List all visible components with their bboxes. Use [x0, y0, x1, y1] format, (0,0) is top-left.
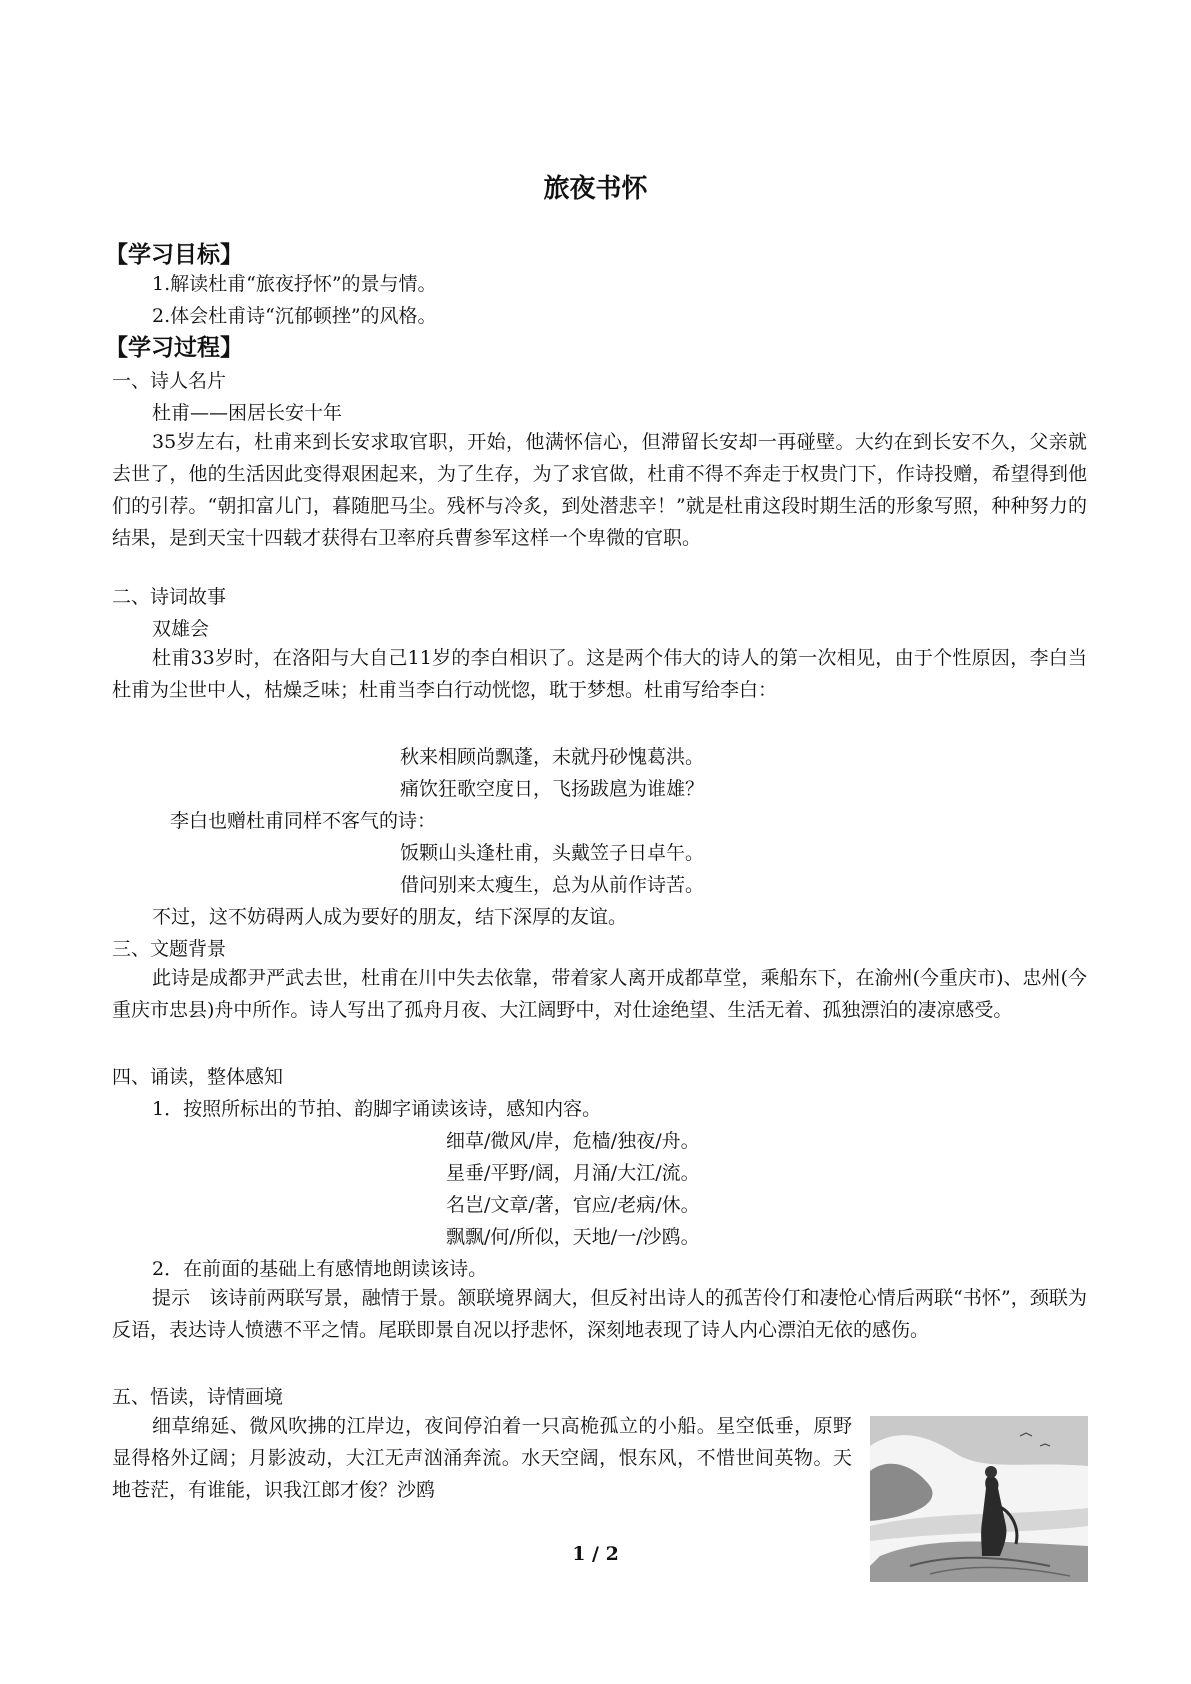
process-heading: 【学习过程】: [105, 335, 243, 361]
section-heading: 五、悟读，诗情画境: [112, 1386, 284, 1408]
goal-item: 2.体会杜甫诗“沉郁顿挫”的风格。: [152, 305, 437, 327]
poem-line: 饭颗山头逢杜甫，头戴笠子日卓午。: [400, 842, 705, 864]
section-paragraph: 杜甫33岁时，在洛阳与大自己11岁的李白相识了。这是两个伟大的诗人的第一次相见，由于个性原因，李白当杜甫为尘世中人，枯燥乏味；杜甫当李白行动恍惚，耽于梦想。杜甫写给李白：: [112, 647, 1087, 701]
task-line: 2．在前面的基础上有感情地朗读该诗。: [152, 1258, 488, 1280]
section-subtitle: 杜甫——困居长安十年: [152, 402, 343, 424]
goal-item: 1.解读杜甫“旅夜抒怀”的景与情。: [152, 273, 437, 295]
poem-intro: 李白也赠杜甫同样不客气的诗：: [170, 810, 437, 832]
poem-line: 名岂/文章/著，官应/老病/休。: [446, 1194, 700, 1216]
section-heading: 三、文题背景: [112, 938, 227, 960]
section-heading: 四、诵读，整体感知: [112, 1066, 284, 1088]
section-subtitle: 双雄会: [152, 618, 210, 640]
poem-line: 借问别来太瘦生，总为从前作诗苦。: [400, 874, 705, 896]
page-number: 1 / 2: [572, 1543, 619, 1565]
hint-paragraph: 提示 该诗前两联写景，融情于景。颔联境界阔大，但反衬出诗人的孤苦伶仃和凄怆心情后两联“书怀”，颈联为反语，表达诗人愤懑不平之情。尾联即景自况以抒悲怀，深刻地表现了诗人内心漂泊无依的感伤。: [112, 1287, 1087, 1341]
poem-line: 痛饮狂歌空度日，飞扬跋扈为谁雄？: [400, 778, 705, 800]
section-paragraph: 细草绵延、微风吹拂的江岸边，夜间停泊着一只高桅孤立的小船。星空低垂，原野显得格外辽阔；月影波动，大江无声汹涌奔流。水天空阔，恨东风，不惜世间英物。天地苍茫，有谁能，识我江郎才俊？沙鸥: [112, 1415, 852, 1501]
poem-line: 细草/微风/岸，危樯/独夜/舟。: [446, 1130, 700, 1152]
task-line: 1．按照所标出的节拍、韵脚字诵读该诗，感知内容。: [152, 1098, 602, 1120]
poem-line: 星垂/平野/阔，月涌/大江/流。: [446, 1162, 700, 1184]
section-heading: 二、诗词故事: [112, 586, 227, 608]
section-paragraph: 不过，这不妨碍两人成为要好的朋友，结下深厚的友谊。: [152, 906, 628, 928]
section-paragraph: 此诗是成都尹严武去世，杜甫在川中失去依靠，带着家人离开成都草堂，乘船东下，在渝州(今重庆市)、忠州(今重庆市忠县)舟中所作。诗人写出了孤舟月夜、大江阔野中，对仕途绝望、生活无着、孤独漂泊的凄凉感受。: [112, 967, 1087, 1021]
section-heading: 一、诗人名片: [112, 370, 227, 392]
goals-heading: 【学习目标】: [105, 242, 243, 268]
section-paragraph: 35岁左右，杜甫来到长安求取官职，开始，他满怀信心，但滞留长安却一再碰壁。大约在到长安不久，父亲就去世了，他的生活因此变得艰困起来，为了生存，为了求官做，杜甫不得不奔走于权贵门下，作诗投赠，希望得到他们的引荐。“朝扣富儿门，暮随肥马尘。残杯与冷炙，到处潜悲辛！”就是杜甫这段时期生活的形象写照，种种努力的结果，是到天宝十四载才获得右卫率府兵曹参军这样一个卑微的官职。: [112, 431, 1087, 549]
page-title: 旅夜书怀: [543, 174, 648, 204]
poem-line: 飘飘/何/所似，天地/一/沙鸥。: [446, 1226, 700, 1248]
poem-line: 秋来相顾尚飘蓬，未就丹砂愧葛洪。: [400, 746, 705, 768]
